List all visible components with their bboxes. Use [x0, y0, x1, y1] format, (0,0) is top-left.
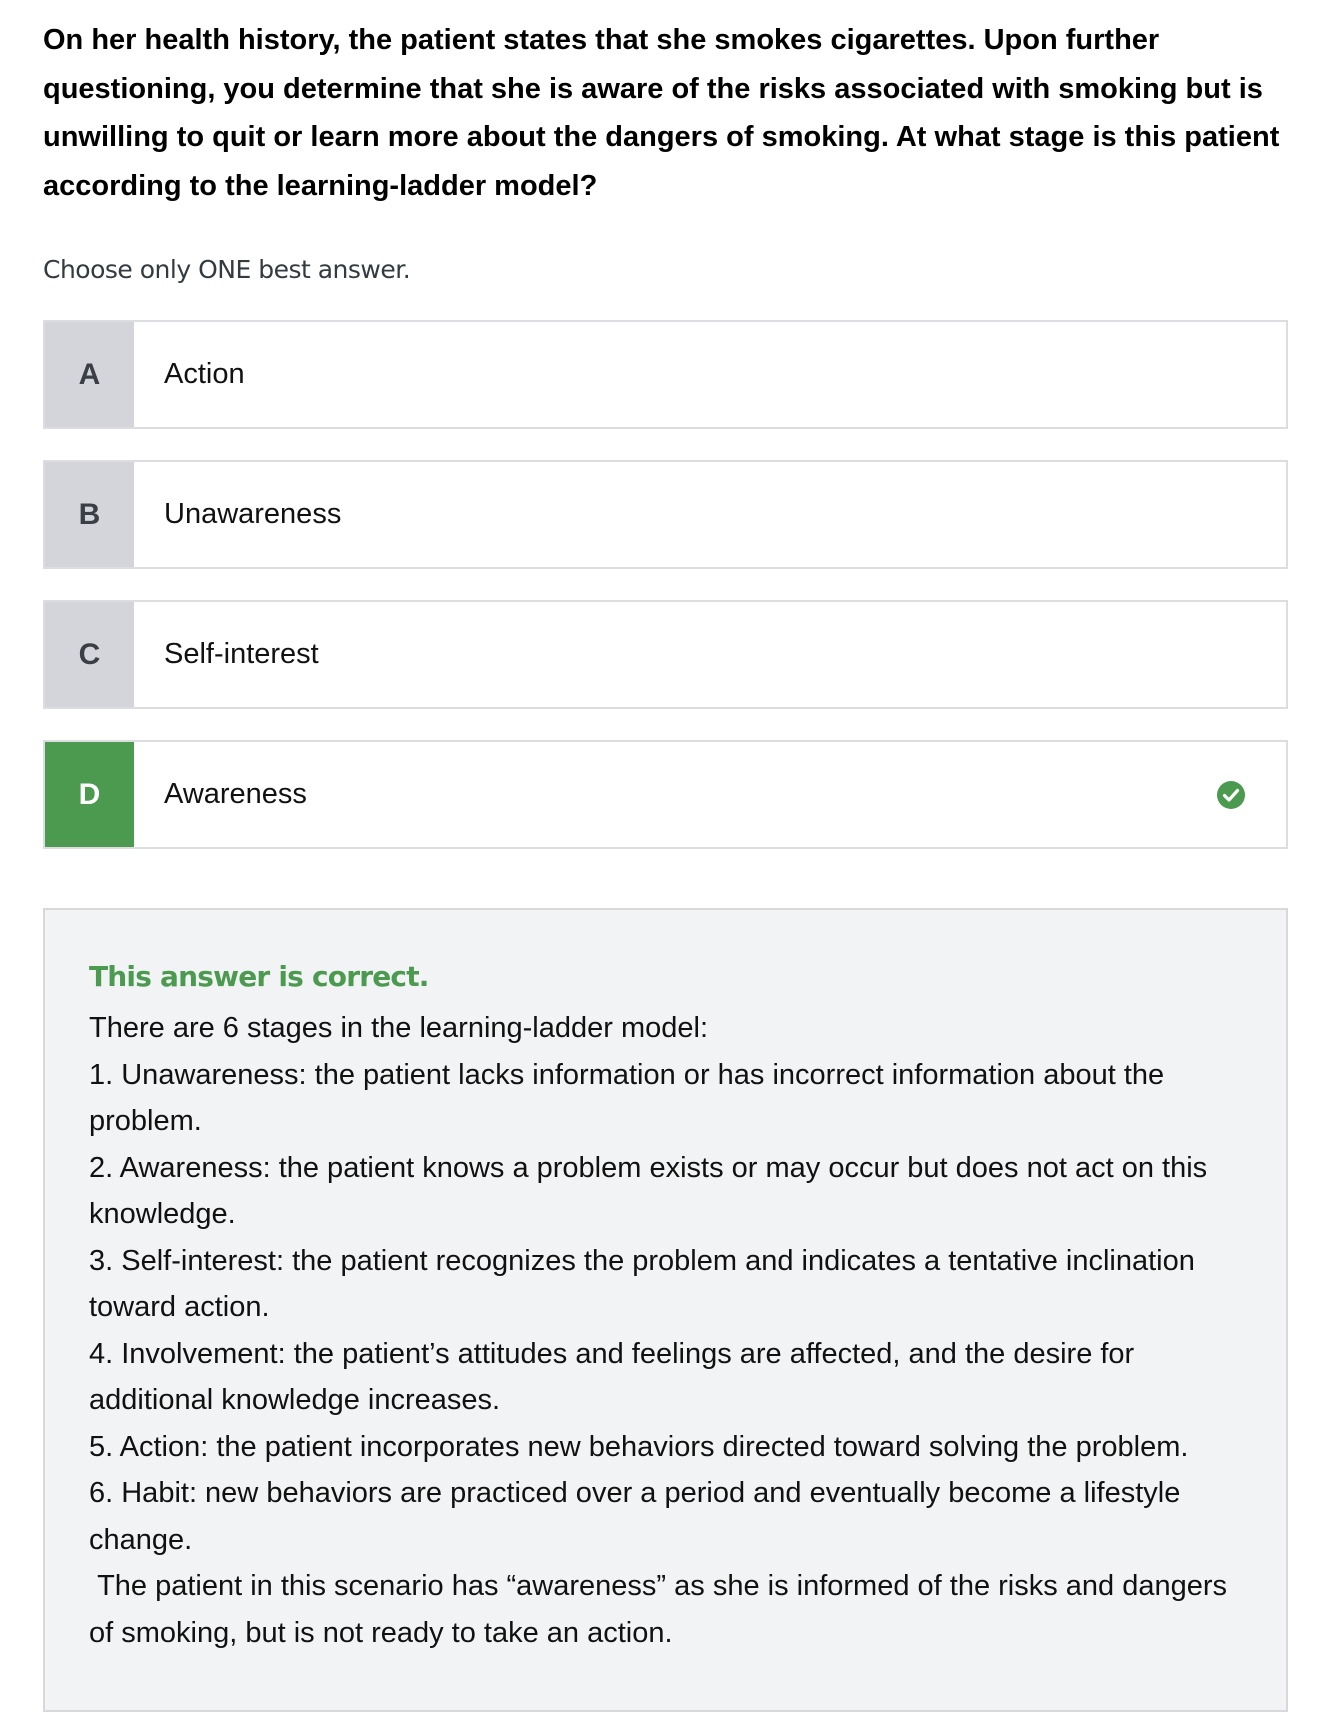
check-circle-icon [1216, 780, 1246, 810]
explanation-line: 1. Unawareness: the patient lacks information or has incorrect information about the problem. [89, 1058, 1165, 1137]
option-d[interactable] [43, 740, 1288, 849]
explanation-panel [43, 908, 1288, 1712]
option-text: Awareness [164, 778, 307, 810]
option-letter: C [45, 602, 134, 707]
explanation-line: 6. Habit: new behaviors are practiced over a period and eventually become a lifestyle change. [89, 1477, 1181, 1556]
question-text: On her health history, the patient states that she smokes cigarettes. Upon further questioning, you determine that she is aware of the risks associated with smoking but is unwilling to quit or learn more about the dangers of smoking. At what stage is this patient according to the learning-ladder model? [43, 24, 1280, 202]
explanation-line: There are 6 stages in the learning-ladder model: [89, 1012, 709, 1044]
option-text: Action [164, 358, 245, 390]
explanation-line: 2. Awareness: the patient knows a problem exists or may occur but does not act on this knowledge. [89, 1151, 1208, 1230]
answer-options [43, 320, 1288, 880]
option-text: Unawareness [164, 498, 342, 530]
explanation-line: The patient in this scenario has “awareness” as she is informed of the risks and dangers of smoking, but is not ready to take an action. [89, 1570, 1236, 1649]
explanation-line: 5. Action: the patient incorporates new behaviors directed toward solving the problem. [89, 1430, 1189, 1463]
answer-instruction: Choose only ONE best answer. [43, 255, 411, 284]
explanation-line: 4. Involvement: the patient’s attitudes and feelings are affected, and the desire for additional knowledge increases. [89, 1337, 1135, 1416]
answer-verdict: This answer is correct. [89, 960, 429, 993]
question-page [43, 0, 1288, 1649]
option-letter: A [45, 322, 134, 427]
explanation-line: 3. Self-interest: the patient recognizes the problem and indicates a tentative inclination toward action. [89, 1244, 1195, 1323]
option-letter: D [45, 742, 134, 847]
option-text: Self-interest [164, 638, 319, 670]
option-letter: B [45, 462, 134, 567]
option-a[interactable] [43, 320, 1288, 429]
option-b[interactable] [43, 460, 1288, 569]
option-c[interactable] [43, 600, 1288, 709]
